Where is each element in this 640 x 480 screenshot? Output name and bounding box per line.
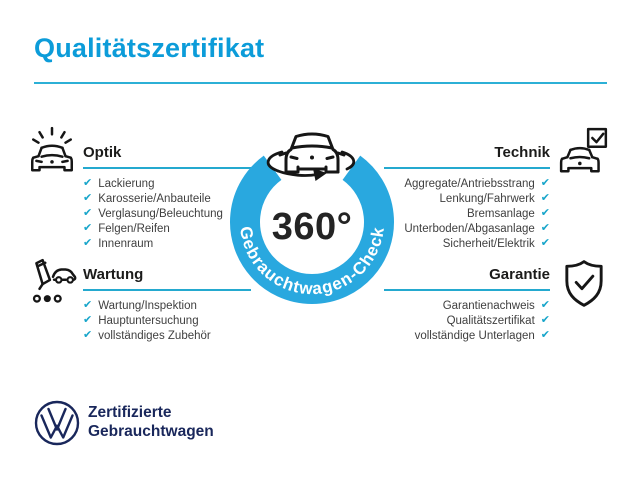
item-label: Innenraum [98, 237, 154, 250]
car-front-icon [280, 134, 344, 172]
item-label: Verglasung/Beleuchtung [98, 207, 223, 220]
list-item [384, 313, 550, 328]
check-icon: ✔ [540, 192, 550, 204]
shiny-car-icon [26, 126, 78, 178]
list-item [384, 298, 550, 313]
section-heading: Garantie [489, 266, 550, 283]
item-label: Aggregate/Antriebsstrang [404, 177, 535, 190]
section-technik [384, 145, 550, 251]
item-label: Lenkung/Fahrwerk [439, 192, 535, 205]
item-label: vollständige Unterlagen [414, 329, 535, 342]
item-label: Wartung/Inspektion [98, 299, 197, 312]
check-icon: ✔ [540, 329, 550, 341]
checklist-technik [384, 176, 550, 251]
check-icon: ✔ [83, 222, 93, 234]
section-heading: Technik [494, 144, 550, 161]
brand-name [88, 403, 214, 441]
brand-line-2: Gebrauchtwagen [88, 423, 214, 440]
list-item [384, 328, 550, 343]
check-icon: ✔ [540, 177, 550, 189]
check-icon: ✔ [83, 299, 93, 311]
list-item [384, 176, 550, 191]
shield-check-icon [560, 258, 608, 310]
item-label: Karosserie/Anbauteile [98, 192, 211, 205]
section-heading: Wartung [83, 266, 144, 283]
item-label: Lackierung [98, 177, 155, 190]
section-heading: Optik [83, 144, 122, 161]
item-label: Felgen/Reifen [98, 222, 170, 235]
check-icon: ✔ [540, 237, 550, 249]
item-label: Sicherheit/Elektrik [442, 237, 535, 250]
car-checkbox-icon [558, 126, 610, 178]
brand-line-1: Zertifizierte [88, 404, 172, 421]
section-garantie [384, 267, 550, 343]
list-item [384, 221, 550, 236]
check-icon: ✔ [83, 192, 93, 204]
item-label: Bremsanlage [467, 207, 535, 220]
page-title: Qualitätszertifikat [34, 33, 265, 63]
check-icon: ✔ [83, 237, 93, 249]
list-item [384, 236, 550, 251]
check-icon: ✔ [540, 314, 550, 326]
list-item [83, 328, 251, 343]
item-label: Hauptuntersuchung [98, 314, 199, 327]
item-label: Qualitätszertifikat [446, 314, 535, 327]
check-icon: ✔ [83, 207, 93, 219]
check-icon: ✔ [83, 177, 93, 189]
check-icon: ✔ [83, 329, 93, 341]
title-underline [34, 82, 607, 84]
check-icon: ✔ [83, 314, 93, 326]
list-item [384, 206, 550, 221]
checklist-garantie [384, 298, 550, 343]
check-icon: ✔ [540, 222, 550, 234]
heading-underline [384, 289, 550, 291]
list-item [384, 191, 550, 206]
check-icon: ✔ [540, 299, 550, 311]
degree-label: 360° [271, 206, 353, 248]
vw-logo-icon [33, 399, 81, 447]
list-item [83, 313, 251, 328]
item-label: vollständiges Zubehör [98, 329, 211, 342]
item-label: Garantienachweis [442, 299, 535, 312]
service-checklist-icon [26, 256, 78, 308]
heading-underline [384, 167, 550, 169]
check-icon: ✔ [540, 207, 550, 219]
ring-label: Gebrauchtwagen-Check [235, 224, 388, 299]
item-label: Unterboden/Abgasanlage [404, 222, 535, 235]
